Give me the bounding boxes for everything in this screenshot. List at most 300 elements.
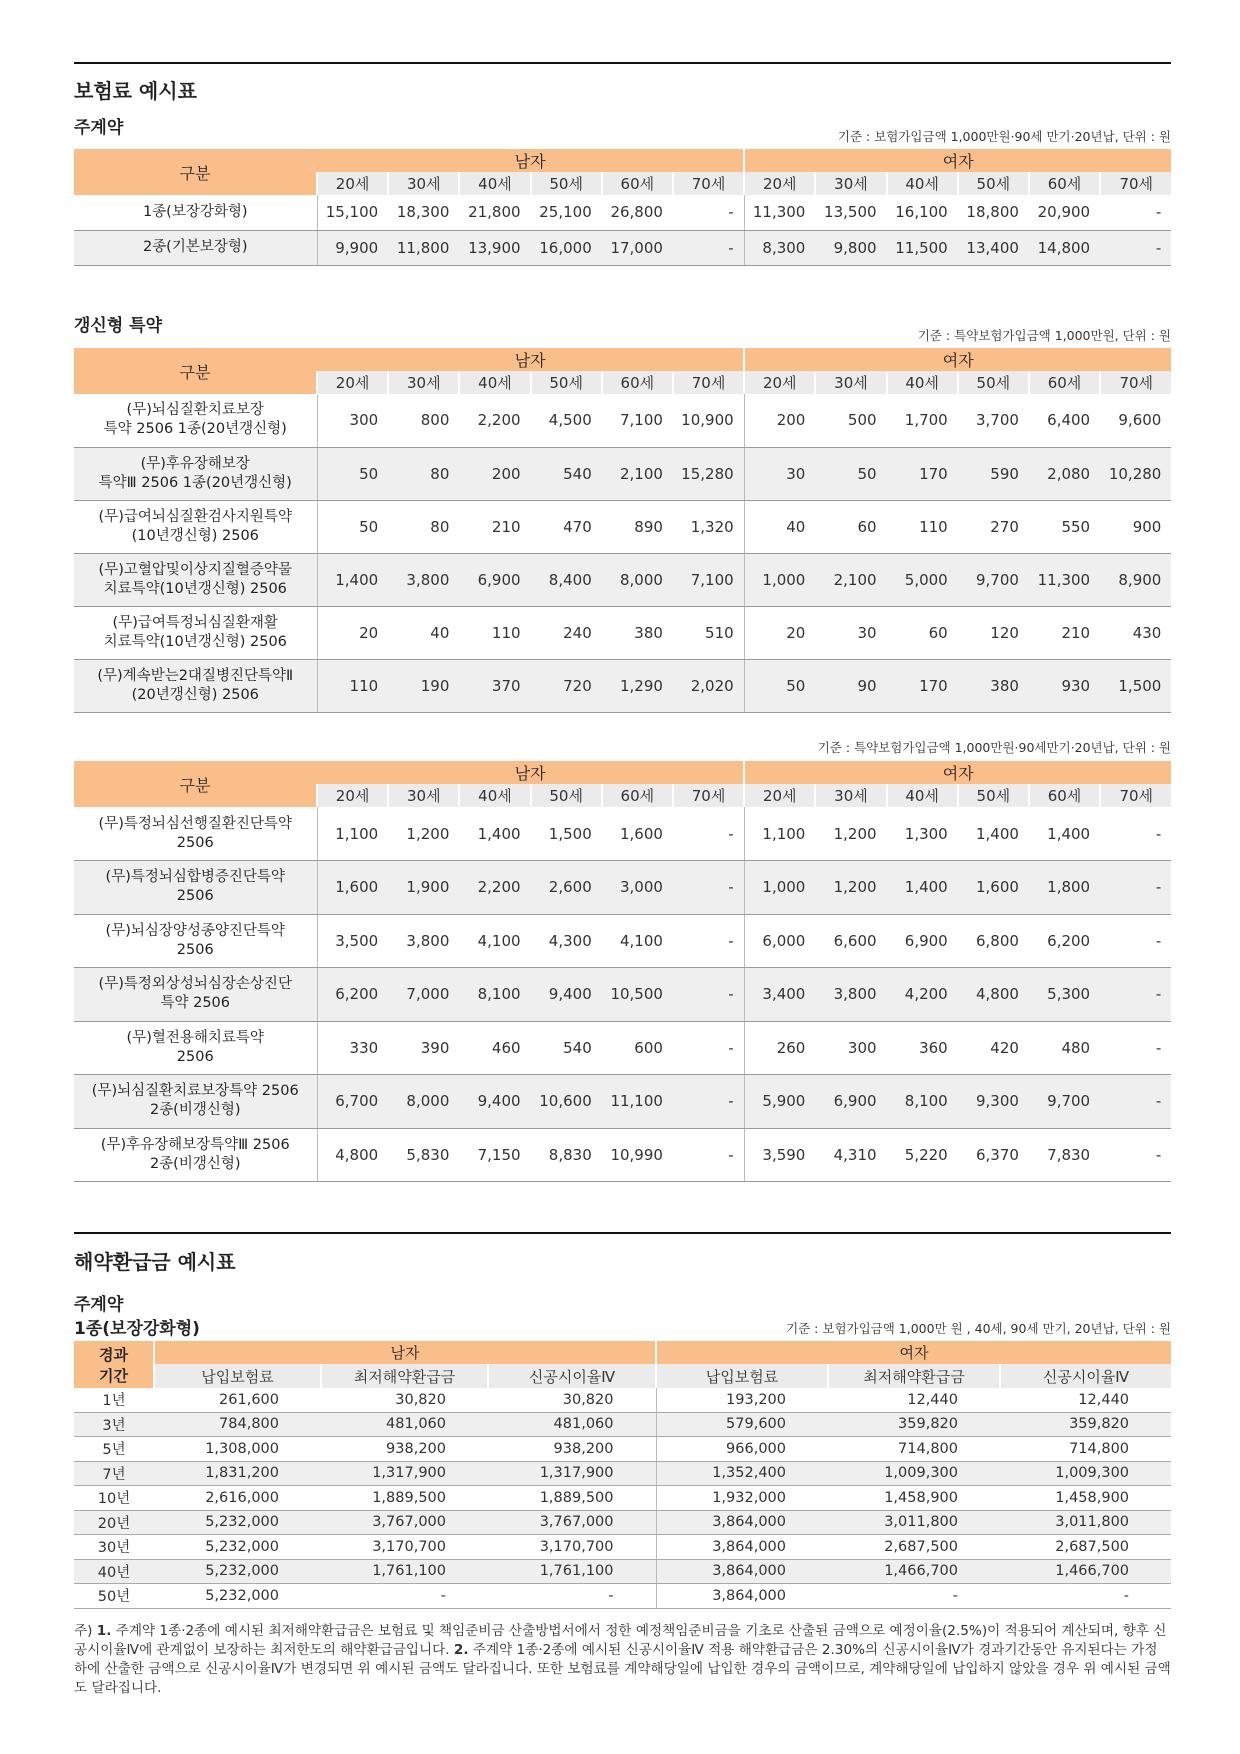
column-header: 납입보험료 (656, 1364, 828, 1388)
female-premium-cell: 930 (1029, 659, 1100, 712)
row-label-line: 치료특약(10년갱신형) 2506 (103, 580, 287, 597)
male-premium-cell: 10,990 (602, 1128, 673, 1182)
female-premium-cell: 500 (815, 394, 886, 447)
row-label-line: 치료특약(10년갱신형) 2506 (103, 633, 287, 650)
female-refund-cell: 1,466,700 (828, 1559, 1000, 1584)
row-label-line: (무)특정뇌심합병증진단특약 (105, 869, 285, 886)
female-premium-cell: 4,800 (958, 968, 1029, 1022)
male-refund-cell: 5,232,000 (154, 1510, 321, 1535)
column-header: 신공시이율Ⅳ (1000, 1364, 1171, 1388)
male-premium-cell: 16,000 (531, 230, 602, 265)
female-refund-cell: 966,000 (656, 1437, 828, 1462)
female-premium-cell: 6,900 (887, 914, 958, 968)
male-premium-cell: 18,300 (388, 195, 459, 230)
male-header: 남자 (154, 1341, 656, 1364)
female-premium-cell: 60 (887, 606, 958, 659)
row-label-line: 2506 (176, 941, 214, 958)
male-header: 남자 (317, 761, 744, 784)
age-header: 70세 (673, 371, 744, 394)
female-premium-cell: 11,300 (744, 195, 815, 230)
male-refund-cell: 5,232,000 (154, 1535, 321, 1560)
age-header: 20세 (744, 784, 815, 807)
male-refund-cell: 1,761,100 (488, 1559, 656, 1584)
female-premium-cell: 260 (744, 1021, 815, 1075)
male-refund-cell: 784,800 (154, 1412, 321, 1437)
period-cell: 40년 (74, 1559, 154, 1584)
table-row (74, 914, 1171, 968)
female-refund-cell: 1,009,300 (1000, 1461, 1171, 1486)
female-premium-cell: 590 (958, 447, 1029, 500)
male-premium-cell: 10,500 (602, 968, 673, 1022)
top-divider (74, 62, 1171, 64)
male-header: 남자 (317, 348, 744, 371)
female-premium-cell: 900 (1100, 500, 1171, 553)
female-premium-cell: 50 (815, 447, 886, 500)
female-refund-cell: 1,009,300 (828, 1461, 1000, 1486)
table-row (74, 1486, 1171, 1511)
column-header: 최저해약환급금 (321, 1364, 488, 1388)
male-premium-cell: 40 (388, 606, 459, 659)
male-premium-cell: 13,900 (459, 230, 530, 265)
female-premium-cell: 8,900 (1100, 553, 1171, 606)
row-label-line: (무)후유장해보장특약Ⅲ 2506 (100, 1136, 290, 1153)
column-header: 신공시이율Ⅳ (488, 1364, 656, 1388)
female-premium-cell: 4,200 (887, 968, 958, 1022)
male-premium-cell: 8,400 (531, 553, 602, 606)
male-premium-cell: 1,200 (388, 807, 459, 861)
gubun-header: 구분 (74, 348, 317, 394)
male-premium-cell: 540 (531, 1021, 602, 1075)
male-premium-cell: 4,100 (602, 914, 673, 968)
column-header: 납입보험료 (154, 1364, 321, 1388)
male-premium-cell: 50 (317, 500, 388, 553)
female-premium-cell: 20 (744, 606, 815, 659)
male-refund-cell: 938,200 (321, 1437, 488, 1462)
male-refund-cell: 1,831,200 (154, 1461, 321, 1486)
row-label (74, 500, 317, 553)
row-label-line: 1종(보장강화형) (142, 203, 248, 220)
male-premium-cell: 20 (317, 606, 388, 659)
row-label (74, 968, 317, 1022)
male-premium-cell: 470 (531, 500, 602, 553)
female-premium-cell: 1,300 (887, 807, 958, 861)
male-refund-cell: - (488, 1584, 656, 1609)
female-premium-cell: 6,600 (815, 914, 886, 968)
female-premium-cell: 6,370 (958, 1128, 1029, 1182)
female-premium-cell: 6,400 (1029, 394, 1100, 447)
age-header: 60세 (602, 371, 673, 394)
row-label-line: 특약 2506 1종(20년갱신형) (103, 421, 287, 438)
row-label-line: (무)특정외상성뇌심장손상진단 (98, 976, 292, 993)
header-row-gender (74, 149, 1171, 172)
female-refund-cell: 579,600 (656, 1412, 828, 1437)
period-header (74, 1341, 154, 1388)
age-header: 30세 (388, 172, 459, 195)
row-label (74, 447, 317, 500)
female-header: 여자 (656, 1341, 1171, 1364)
main-contract-subtitle: 주계약 (74, 118, 124, 138)
female-premium-cell: - (1100, 914, 1171, 968)
male-premium-cell: 9,900 (317, 230, 388, 265)
female-premium-cell: 18,800 (958, 195, 1029, 230)
male-premium-cell: 390 (388, 1021, 459, 1075)
age-header: 60세 (1029, 784, 1100, 807)
table-row (74, 1461, 1171, 1486)
female-refund-cell: 359,820 (1000, 1412, 1171, 1437)
age-header: 70세 (673, 784, 744, 807)
female-premium-cell: 1,000 (744, 861, 815, 915)
age-header: 50세 (531, 371, 602, 394)
female-premium-cell: 9,700 (958, 553, 1029, 606)
male-premium-cell: 1,100 (317, 807, 388, 861)
male-premium-cell: 25,100 (531, 195, 602, 230)
table-row (74, 1128, 1171, 1182)
female-premium-cell: 270 (958, 500, 1029, 553)
table-row (74, 1021, 1171, 1075)
refund-subtitle: 주계약 (74, 1295, 124, 1315)
male-premium-cell: 370 (459, 659, 530, 712)
age-header: 70세 (673, 172, 744, 195)
male-premium-cell: - (673, 230, 744, 265)
age-header: 50세 (958, 172, 1029, 195)
age-header: 30세 (815, 784, 886, 807)
female-premium-cell: 170 (887, 447, 958, 500)
female-premium-cell: - (1100, 195, 1171, 230)
male-premium-cell: 110 (317, 659, 388, 712)
female-premium-cell: 1,500 (1100, 659, 1171, 712)
female-premium-cell: 20,900 (1029, 195, 1100, 230)
refund-section-title: 해약환급금 예시표 (74, 1250, 236, 1274)
age-header: 30세 (388, 784, 459, 807)
row-label-line: (무)후유장해보장 (140, 455, 250, 472)
row-label (74, 230, 317, 265)
female-refund-cell: 2,687,500 (1000, 1535, 1171, 1560)
age-header: 20세 (317, 371, 388, 394)
female-premium-cell: 170 (887, 659, 958, 712)
female-premium-cell: 360 (887, 1021, 958, 1075)
row-label-line: (무)계속받는2대질병진단특약Ⅱ (97, 667, 294, 684)
table-row (74, 195, 1171, 230)
male-refund-cell: 30,820 (488, 1388, 656, 1412)
header-row-gender (74, 761, 1171, 784)
female-premium-cell: 430 (1100, 606, 1171, 659)
period-cell: 10년 (74, 1486, 154, 1511)
male-premium-cell: 2,600 (531, 861, 602, 915)
age-header: 70세 (1100, 371, 1171, 394)
male-premium-cell: 240 (531, 606, 602, 659)
nonrenewal-rider-basis: 기준 : 특약보험가입금액 1,000만원·90세만기·20년납, 단위 : 원 (817, 740, 1171, 755)
female-refund-cell: 2,687,500 (828, 1535, 1000, 1560)
table-row (74, 230, 1171, 265)
male-refund-cell: 30,820 (321, 1388, 488, 1412)
table-row (74, 606, 1171, 659)
female-refund-cell: 3,011,800 (828, 1510, 1000, 1535)
row-label-line: 2506 (176, 888, 214, 905)
male-premium-cell: 510 (673, 606, 744, 659)
male-premium-cell: 330 (317, 1021, 388, 1075)
male-premium-cell: 11,800 (388, 230, 459, 265)
female-premium-cell: 3,800 (815, 968, 886, 1022)
female-premium-cell: 1,200 (815, 861, 886, 915)
female-refund-cell: 3,864,000 (656, 1510, 828, 1535)
male-premium-cell: 2,200 (459, 861, 530, 915)
female-premium-cell: 6,000 (744, 914, 815, 968)
female-premium-cell: - (1100, 807, 1171, 861)
male-premium-cell: - (673, 1075, 744, 1129)
male-premium-cell: 4,500 (531, 394, 602, 447)
female-premium-cell: 380 (958, 659, 1029, 712)
female-header: 여자 (744, 149, 1171, 172)
row-label (74, 1075, 317, 1129)
female-refund-cell: - (828, 1584, 1000, 1609)
female-premium-cell: 3,400 (744, 968, 815, 1022)
male-premium-cell: 4,800 (317, 1128, 388, 1182)
table-row (74, 968, 1171, 1022)
male-premium-cell: 3,800 (388, 914, 459, 968)
male-refund-cell: 3,767,000 (321, 1510, 488, 1535)
male-refund-cell: 481,060 (321, 1412, 488, 1437)
age-header: 40세 (887, 371, 958, 394)
row-label-line: 2종(비갱신형) (149, 1102, 241, 1119)
male-refund-cell: 3,170,700 (488, 1535, 656, 1560)
female-refund-cell: 12,440 (1000, 1388, 1171, 1412)
section-divider (74, 1232, 1171, 1234)
female-premium-cell: 40 (744, 500, 815, 553)
female-premium-cell: - (1100, 861, 1171, 915)
female-refund-cell: 359,820 (828, 1412, 1000, 1437)
female-premium-cell: 1,800 (1029, 861, 1100, 915)
age-header: 40세 (887, 784, 958, 807)
female-premium-cell: 13,500 (815, 195, 886, 230)
female-premium-cell: 6,900 (815, 1075, 886, 1129)
period-header-line: 기간 (99, 1366, 128, 1385)
premium-section-title: 보험료 예시표 (74, 79, 197, 103)
age-header: 20세 (317, 784, 388, 807)
male-premium-cell: 200 (459, 447, 530, 500)
male-premium-cell: 1,600 (602, 807, 673, 861)
female-premium-cell: 9,300 (958, 1075, 1029, 1129)
row-label-line: (무)급여뇌심질환검사지원특약 (98, 508, 292, 525)
table-row (74, 1535, 1171, 1560)
female-premium-cell: 4,310 (815, 1128, 886, 1182)
renewal-rider-premium-table (74, 348, 1171, 713)
column-header: 최저해약환급금 (828, 1364, 1000, 1388)
table-row (74, 861, 1171, 915)
female-premium-cell: 6,800 (958, 914, 1029, 968)
male-premium-cell: 300 (317, 394, 388, 447)
period-cell: 50년 (74, 1584, 154, 1609)
male-premium-cell: 4,100 (459, 914, 530, 968)
row-label-line: 2506 (176, 1048, 214, 1065)
row-label-line: 2506 (176, 834, 214, 851)
footnote (74, 1622, 1174, 1698)
age-header: 30세 (388, 371, 459, 394)
female-premium-cell: 200 (744, 394, 815, 447)
row-label-line: (20년갱신형) 2506 (131, 686, 259, 703)
renewal-rider-subtitle: 갱신형 특약 (74, 316, 163, 336)
refund-basis: 기준 : 보험가입금액 1,000만 원 , 40세, 90세 만기, 20년납, 단위 : 원 (786, 1321, 1171, 1336)
female-premium-cell: 9,600 (1100, 394, 1171, 447)
female-premium-cell: 1,200 (815, 807, 886, 861)
row-label (74, 861, 317, 915)
table-row (74, 1075, 1171, 1129)
age-header: 60세 (602, 172, 673, 195)
age-header: 50세 (958, 784, 1029, 807)
male-premium-cell: - (673, 1021, 744, 1075)
male-premium-cell: 1,600 (317, 861, 388, 915)
female-refund-cell: 3,864,000 (656, 1535, 828, 1560)
male-premium-cell: 10,600 (531, 1075, 602, 1129)
female-refund-cell: 714,800 (1000, 1437, 1171, 1462)
female-premium-cell: 300 (815, 1021, 886, 1075)
female-premium-cell: 1,000 (744, 553, 815, 606)
footnote-number-2: 2. (453, 1642, 469, 1658)
female-premium-cell: 8,100 (887, 1075, 958, 1129)
main-contract-premium-table (74, 149, 1171, 266)
female-premium-cell: 13,400 (958, 230, 1029, 265)
gubun-header: 구분 (74, 761, 317, 807)
female-refund-cell: 12,440 (828, 1388, 1000, 1412)
female-refund-cell: 1,458,900 (828, 1486, 1000, 1511)
female-premium-cell: 50 (744, 659, 815, 712)
period-cell: 3년 (74, 1412, 154, 1437)
female-premium-cell: 11,300 (1029, 553, 1100, 606)
female-premium-cell: 1,400 (1029, 807, 1100, 861)
female-premium-cell: 210 (1029, 606, 1100, 659)
header-row-gender (74, 348, 1171, 371)
female-premium-cell: 480 (1029, 1021, 1100, 1075)
male-premium-cell: 1,400 (459, 807, 530, 861)
male-premium-cell: 6,200 (317, 968, 388, 1022)
female-premium-cell: 1,100 (744, 807, 815, 861)
renewal-rider-basis: 기준 : 특약보험가입금액 1,000만원, 단위 : 원 (917, 328, 1171, 343)
female-refund-cell: 1,352,400 (656, 1461, 828, 1486)
female-premium-cell: 420 (958, 1021, 1029, 1075)
male-premium-cell: 1,320 (673, 500, 744, 553)
male-premium-cell: 4,300 (531, 914, 602, 968)
male-premium-cell: 8,000 (388, 1075, 459, 1129)
male-premium-cell: - (673, 195, 744, 230)
male-premium-cell: 17,000 (602, 230, 673, 265)
footnote-number-1: 1. (96, 1623, 112, 1639)
female-premium-cell: - (1100, 1128, 1171, 1182)
female-premium-cell: 6,200 (1029, 914, 1100, 968)
female-premium-cell: 110 (887, 500, 958, 553)
female-premium-cell: 9,800 (815, 230, 886, 265)
age-header: 60세 (602, 784, 673, 807)
age-header: 40세 (887, 172, 958, 195)
male-refund-cell: 1,889,500 (321, 1486, 488, 1511)
male-premium-cell: 3,000 (602, 861, 673, 915)
nonrenewal-rider-premium-table (74, 761, 1171, 1182)
header-row-gender (74, 1341, 1171, 1364)
male-premium-cell: - (673, 1128, 744, 1182)
male-premium-cell: 1,400 (317, 553, 388, 606)
male-premium-cell: - (673, 807, 744, 861)
age-header: 70세 (1100, 784, 1171, 807)
refund-table (74, 1341, 1171, 1609)
female-premium-cell: 10,280 (1100, 447, 1171, 500)
age-header: 30세 (815, 371, 886, 394)
female-premium-cell: 5,220 (887, 1128, 958, 1182)
male-premium-cell: - (673, 914, 744, 968)
male-premium-cell: 26,800 (602, 195, 673, 230)
main-contract-basis: 기준 : 보험가입금액 1,000만원·90세 만기·20년납, 단위 : 원 (837, 129, 1171, 144)
female-premium-cell: - (1100, 1021, 1171, 1075)
male-refund-cell: 1,317,900 (488, 1461, 656, 1486)
female-premium-cell: 120 (958, 606, 1029, 659)
male-premium-cell: 15,100 (317, 195, 388, 230)
row-label-line: (무)뇌심질환치료보장 (126, 402, 264, 419)
row-label-line: (무)혈전용해치료특약 (126, 1029, 264, 1046)
row-label (74, 1128, 317, 1182)
row-label-line: (무)뇌심장양성종양진단특약 (105, 922, 285, 939)
age-header: 70세 (1100, 172, 1171, 195)
female-premium-cell: 5,000 (887, 553, 958, 606)
table-row (74, 1584, 1171, 1609)
male-premium-cell: 8,100 (459, 968, 530, 1022)
row-label (74, 914, 317, 968)
age-header: 20세 (317, 172, 388, 195)
row-label-line: (무)뇌심질환치료보장특약 2506 (91, 1083, 299, 1100)
table-row (74, 394, 1171, 447)
row-label-line: (무)특정뇌심선행질환진단특약 (98, 815, 292, 832)
female-premium-cell: 9,700 (1029, 1075, 1100, 1129)
age-header: 50세 (531, 172, 602, 195)
male-refund-cell: 2,616,000 (154, 1486, 321, 1511)
male-premium-cell: 7,100 (673, 553, 744, 606)
female-refund-cell: 1,932,000 (656, 1486, 828, 1511)
table-row (74, 1510, 1171, 1535)
male-premium-cell: - (673, 968, 744, 1022)
row-label (74, 659, 317, 712)
table-row (74, 1412, 1171, 1437)
table-row (74, 1388, 1171, 1412)
male-premium-cell: 2,200 (459, 394, 530, 447)
male-premium-cell: 8,000 (602, 553, 673, 606)
table-row (74, 1437, 1171, 1462)
age-header: 30세 (815, 172, 886, 195)
female-premium-cell: 1,400 (958, 807, 1029, 861)
header-row-columns (74, 1364, 1171, 1388)
period-cell: 1년 (74, 1388, 154, 1412)
age-header: 40세 (459, 784, 530, 807)
male-premium-cell: 3,800 (388, 553, 459, 606)
male-premium-cell: 720 (531, 659, 602, 712)
age-header: 60세 (1029, 172, 1100, 195)
row-label (74, 394, 317, 447)
male-premium-cell: 380 (602, 606, 673, 659)
female-premium-cell: 16,100 (887, 195, 958, 230)
row-label-line: 특약Ⅲ 2506 1종(20년갱신형) (98, 474, 292, 491)
male-premium-cell: 80 (388, 447, 459, 500)
female-refund-cell: 193,200 (656, 1388, 828, 1412)
period-cell: 5년 (74, 1437, 154, 1462)
female-premium-cell: 1,600 (958, 861, 1029, 915)
male-refund-cell: 261,600 (154, 1388, 321, 1412)
male-premium-cell: 50 (317, 447, 388, 500)
male-premium-cell: 9,400 (531, 968, 602, 1022)
male-refund-cell: 481,060 (488, 1412, 656, 1437)
age-header: 50세 (531, 784, 602, 807)
table-row (74, 659, 1171, 712)
female-refund-cell: 1,466,700 (1000, 1559, 1171, 1584)
footnote-text-1: 주계약 1종·2종에 예시된 최저해약환급금은 보험료 및 책임준비금 산출방법서에서 정한 예정책임준비금을 기초로 산출된 금액으로 예정이율(2.5%)이 적용되어 계산되며, 향후 신공시이율Ⅳ에 관계없이 보장하는 최저한도의 해약환급금입니다. (74, 1623, 1167, 1658)
male-premium-cell: 21,800 (459, 195, 530, 230)
female-refund-cell: 714,800 (828, 1437, 1000, 1462)
male-refund-cell: 5,232,000 (154, 1584, 321, 1609)
age-header: 50세 (958, 371, 1029, 394)
